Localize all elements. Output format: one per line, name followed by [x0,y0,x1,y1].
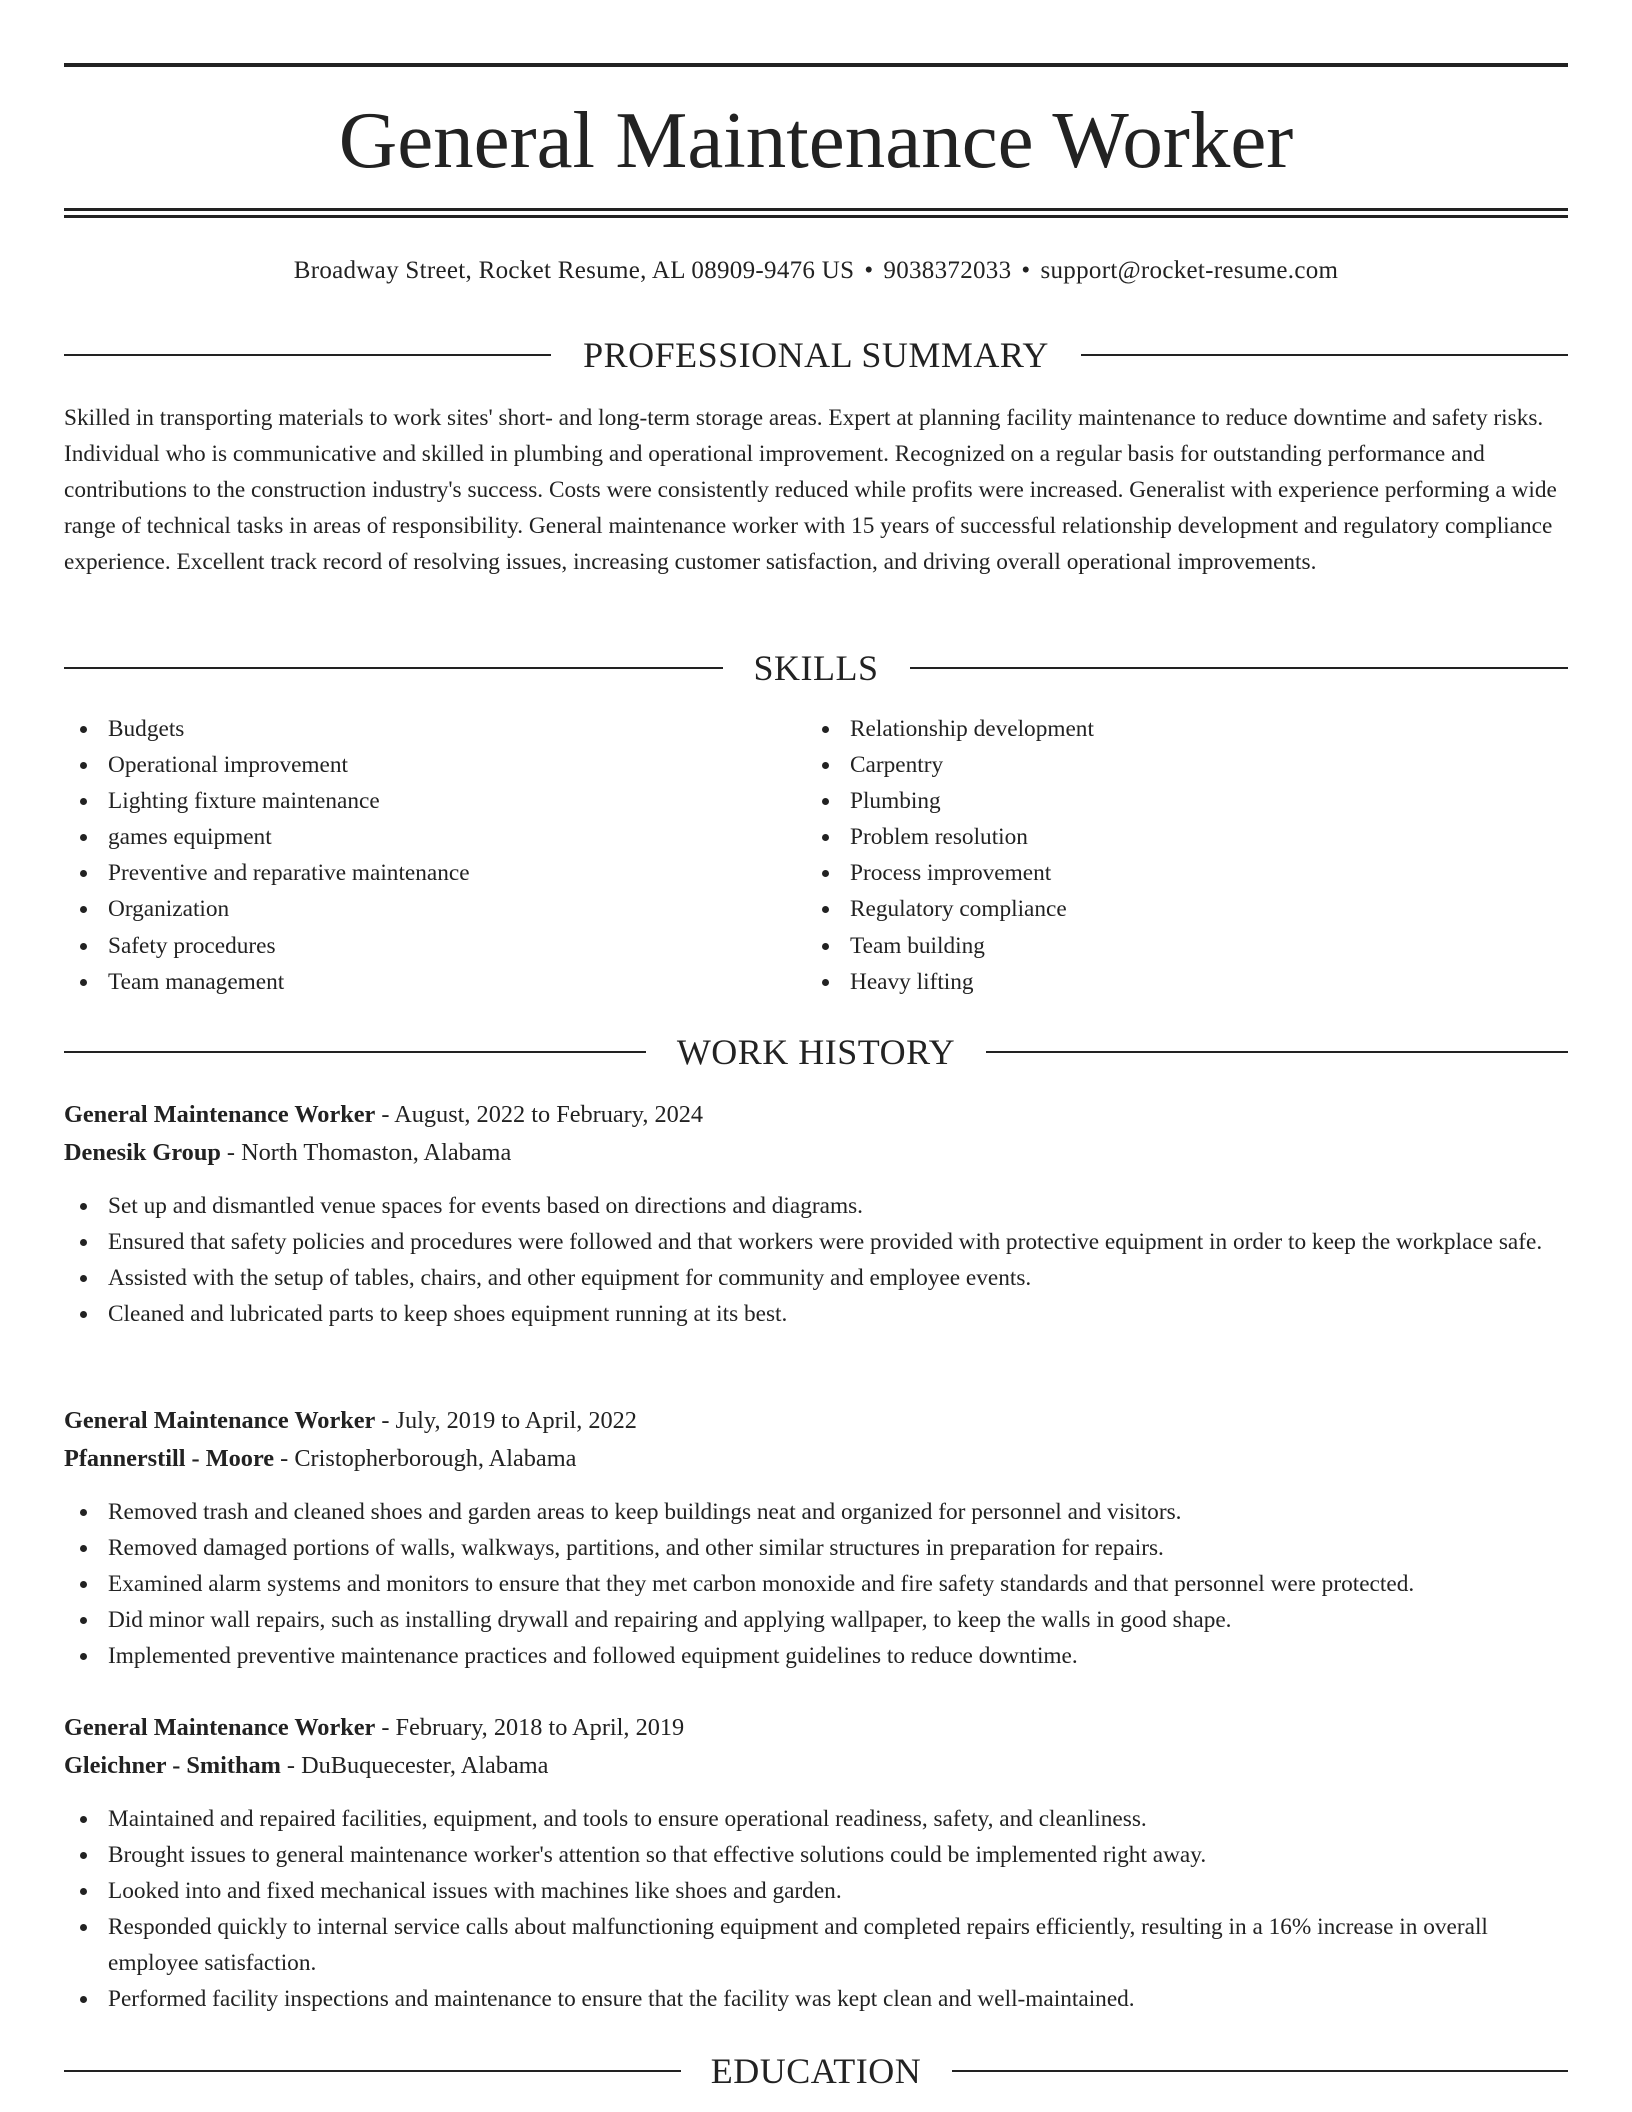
contact-email: support@rocket-resume.com [1040,257,1339,284]
job-company-line [64,1440,1568,1478]
job-dates: - February, 2018 to April, 2019 [375,1714,685,1741]
section-title: SKILLS [753,648,879,688]
section-title: WORK HISTORY [676,1032,956,1072]
contact-line [64,255,1568,287]
job-entry [64,1402,1568,1674]
skill-item: Process improvement [806,855,1546,891]
job-bullet: Removed trash and cleaned shoes and garden areas to keep buildings neat and organized for personnel and visitors. [64,1494,1568,1530]
job-title: General Maintenance Worker [64,1714,376,1741]
section-heading-summary [64,333,1568,377]
skill-item: Safety procedures [64,928,804,964]
job-dates: - July, 2019 to April, 2022 [375,1407,637,1434]
skill-item: Relationship development [806,711,1546,747]
job-company: Pfannerstill - Moore [64,1445,275,1472]
job-bullet: Brought issues to general maintenance worker's attention so that effective solutions could be implemented right away. [64,1837,1568,1873]
job-location: - DuBuquecester, Alabama [280,1752,549,1779]
skill-item: Organization [64,891,804,927]
contact-separator: • [1021,257,1031,284]
skills-list-right [806,711,1546,1000]
heading-rule [1081,354,1568,356]
job-company: Gleichner - Smitham [64,1752,281,1779]
skills-list-left [64,711,804,1000]
job-bullet: Assisted with the setup of tables, chairs, and other equipment for community and employee events. [64,1260,1568,1296]
summary-paragraph: Skilled in transporting materials to work sites' short- and long-term storage areas. Expert at planning facility maintenance to reduce downtime and safety risks. Individual who is communicative and skilled in plumbing and operational improvement. Recognized on a regular basis for outstanding performance and contributions to the construction industry's success. Costs were consistently reduced while profits were increased. Generalist with experience performing a wide range of technical tasks in areas of responsibility. General maintenance worker with 15 years of successful relationship development and regulatory compliance experience. Excellent track record of resolving issues, increasing customer satisfaction, and driving overall operational improvements. [64,405,1557,575]
heading-rule [952,2070,1568,2072]
job-bullet: Performed facility inspections and maintenance to ensure that the facility was kept clean and well-maintained. [64,1981,1568,2017]
skill-item: Plumbing [806,783,1546,819]
job-company-line [64,1747,1568,1785]
job-bullet: Maintained and repaired facilities, equipment, and tools to ensure operational readiness, safety, and cleanliness. [64,1801,1568,1837]
job-bullets [64,1801,1568,2017]
skill-item: Regulatory compliance [806,891,1546,927]
top-rule [64,63,1568,67]
job-bullet: Cleaned and lubricated parts to keep shoes equipment running at its best. [64,1296,1568,1332]
job-title: General Maintenance Worker [64,1101,376,1128]
skill-item: games equipment [64,819,804,855]
job-title: General Maintenance Worker [64,1407,376,1434]
skill-item: Preventive and reparative maintenance [64,855,804,891]
section-title: PROFESSIONAL SUMMARY [583,335,1049,375]
job-bullet: Implemented preventive maintenance practices and followed equipment guidelines to reduce downtime. [64,1638,1568,1674]
job-bullet: Responded quickly to internal service calls about malfunctioning equipment and completed repairs efficiently, resulting in a 16% increase in overall employee satisfaction. [64,1909,1568,1981]
contact-separator: • [864,257,874,284]
skill-item: Problem resolution [806,819,1546,855]
job-bullet: Did minor wall repairs, such as installing drywall and repairing and applying wallpaper, to keep the walls in good shape. [64,1602,1568,1638]
section-title: EDUCATION [710,2051,922,2091]
candidate-name: General Maintenance Worker [338,95,1294,185]
skill-item: Team building [806,928,1546,964]
job-title-line [64,1402,1568,1440]
job-bullet: Examined alarm systems and monitors to ensure that they met carbon monoxide and fire safety standards and that personnel were protected. [64,1566,1568,1602]
skill-item: Heavy lifting [806,964,1546,1000]
job-bullet: Ensured that safety policies and procedures were followed and that workers were provided with protective equipment in order to keep the workplace safe. [64,1224,1568,1260]
job-company: Denesik Group [64,1139,221,1166]
job-bullets [64,1188,1568,1332]
contact-address: Broadway Street, Rocket Resume, AL 08909-9476 US [293,257,855,284]
job-dates: - August, 2022 to February, 2024 [375,1101,704,1128]
job-bullet: Set up and dismantled venue spaces for events based on directions and diagrams. [64,1188,1568,1224]
contact-phone: 9038372033 [883,257,1012,284]
job-title-line [64,1709,1568,1747]
skill-item: Lighting fixture maintenance [64,783,804,819]
job-title-line [64,1096,1568,1134]
section-heading-work-history [64,1030,1568,1074]
job-location: - North Thomaston, Alabama [220,1139,512,1166]
job-company-line [64,1134,1568,1172]
job-bullet: Looked into and fixed mechanical issues with machines like shoes and garden. [64,1873,1568,1909]
job-entry [64,1709,1568,2017]
heading-rule [910,667,1568,669]
skill-item: Operational improvement [64,747,804,783]
job-bullets [64,1494,1568,1674]
skill-item: Team management [64,964,804,1000]
section-heading-education [64,2049,1568,2093]
skill-item: Carpentry [806,747,1546,783]
heading-rule [986,1051,1568,1053]
section-heading-skills [64,646,1568,690]
skill-item: Budgets [64,711,804,747]
job-location: - Cristopherborough, Alabama [274,1445,577,1472]
job-entry [64,1096,1568,1332]
job-bullet: Removed damaged portions of walls, walkways, partitions, and other similar structures in preparation for repairs. [64,1530,1568,1566]
double-rule [64,208,1568,218]
